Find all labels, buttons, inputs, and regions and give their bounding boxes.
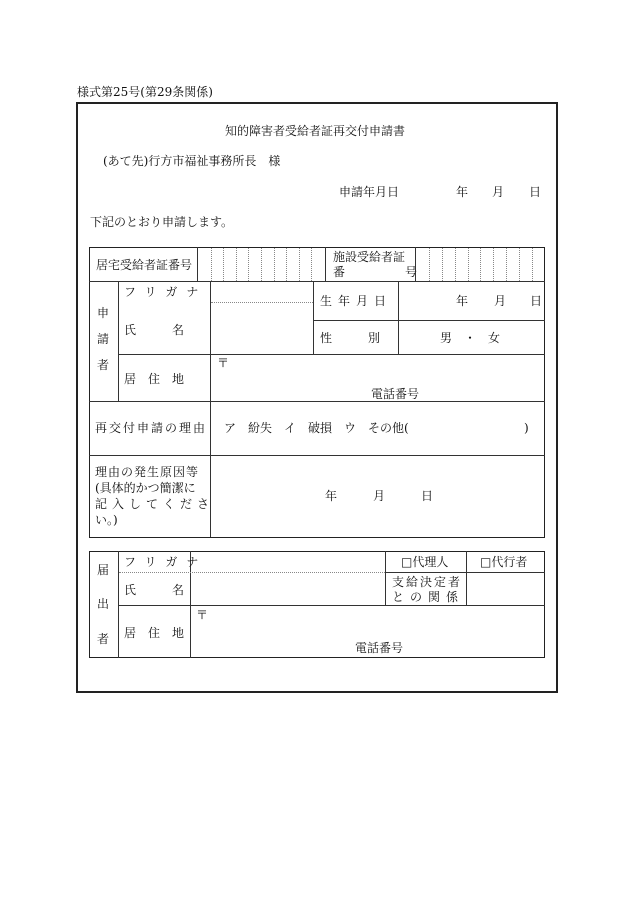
agent-checkbox[interactable]: □代行者 xyxy=(480,555,528,569)
applicant-address-label: 居 住 地 xyxy=(124,372,185,386)
sex-label: 性 別 xyxy=(320,331,381,345)
birth-year: 年 xyxy=(456,294,469,308)
notifier-furigana-input[interactable] xyxy=(191,552,385,572)
applicant-name-input[interactable] xyxy=(211,303,313,354)
applicant-name-label: 氏 名 xyxy=(124,323,185,337)
applicant-postal-mark: 〒 xyxy=(217,356,230,370)
relation-label-2: との関係 xyxy=(392,590,465,604)
cause-month: 月 xyxy=(373,489,386,503)
application-year: 年 xyxy=(456,185,469,199)
applicant-furigana-label: フリガナ xyxy=(124,285,208,299)
proxy-checkbox[interactable]: □代理人 xyxy=(401,555,449,569)
notifier-address-label: 居 住 地 xyxy=(124,626,185,640)
applicant-char-3: 者 xyxy=(97,358,110,372)
cause-label-line-4: い。) xyxy=(95,513,118,527)
birth-day: 日 xyxy=(530,294,543,308)
reason-close-paren: ) xyxy=(524,421,529,435)
notifier-char-3: 者 xyxy=(97,632,110,646)
applicant-char-2: 請 xyxy=(97,332,110,346)
cause-label-line-1: 理由の発生原因等 xyxy=(95,465,200,479)
notifier-phone-label: 電話番号 xyxy=(355,641,404,655)
application-month: 月 xyxy=(492,185,505,199)
notifier-postal-mark: 〒 xyxy=(196,608,209,622)
cause-label-line-2: (具体的かつ簡潔に xyxy=(95,481,196,495)
relation-label-1: 支給決定者 xyxy=(392,575,463,589)
relation-input[interactable] xyxy=(467,573,544,605)
reason-label: 再交付申請の理由 xyxy=(95,421,208,435)
form-title: 知的障害者受給者証再交付申請書 xyxy=(224,124,405,138)
application-date-label: 申請年月日 xyxy=(339,185,400,199)
applicant-furigana-input[interactable] xyxy=(211,282,313,302)
sex-option[interactable]: 男 ・ 女 xyxy=(440,331,501,345)
home-cert-label: 居宅受給者証番号 xyxy=(96,258,193,272)
notifier-name-label: 氏 名 xyxy=(124,583,185,597)
birth-month: 月 xyxy=(494,294,507,308)
home-cert-number-field[interactable] xyxy=(198,248,324,281)
form-number-label: 様式第25号(第29条関係) xyxy=(77,85,213,99)
reason-options[interactable]: ア 紛失 イ 破損 ウ その他( xyxy=(224,421,409,435)
notifier-char-1: 届 xyxy=(97,563,110,577)
cause-label-line-3: 記入してくださ xyxy=(95,497,215,511)
notifier-furigana-label: フリガナ xyxy=(124,555,208,569)
facility-cert-label-2: 番 号 xyxy=(333,265,418,279)
cause-day: 日 xyxy=(421,489,434,503)
applicant-char-1: 申 xyxy=(97,306,110,320)
cause-year: 年 xyxy=(325,489,338,503)
addressee: (あて先)行方市福祉事務所長 様 xyxy=(103,154,281,168)
facility-cert-number-field[interactable] xyxy=(416,248,544,281)
intro-text: 下記のとおり申請します。 xyxy=(90,215,234,229)
notifier-name-input[interactable] xyxy=(191,573,385,605)
notifier-char-2: 出 xyxy=(97,597,110,611)
applicant-phone-label: 電話番号 xyxy=(371,387,420,401)
facility-cert-label: 施設受給者証 xyxy=(333,250,406,264)
application-day: 日 xyxy=(529,185,542,199)
birth-date-label: 生年月日 xyxy=(320,294,393,308)
